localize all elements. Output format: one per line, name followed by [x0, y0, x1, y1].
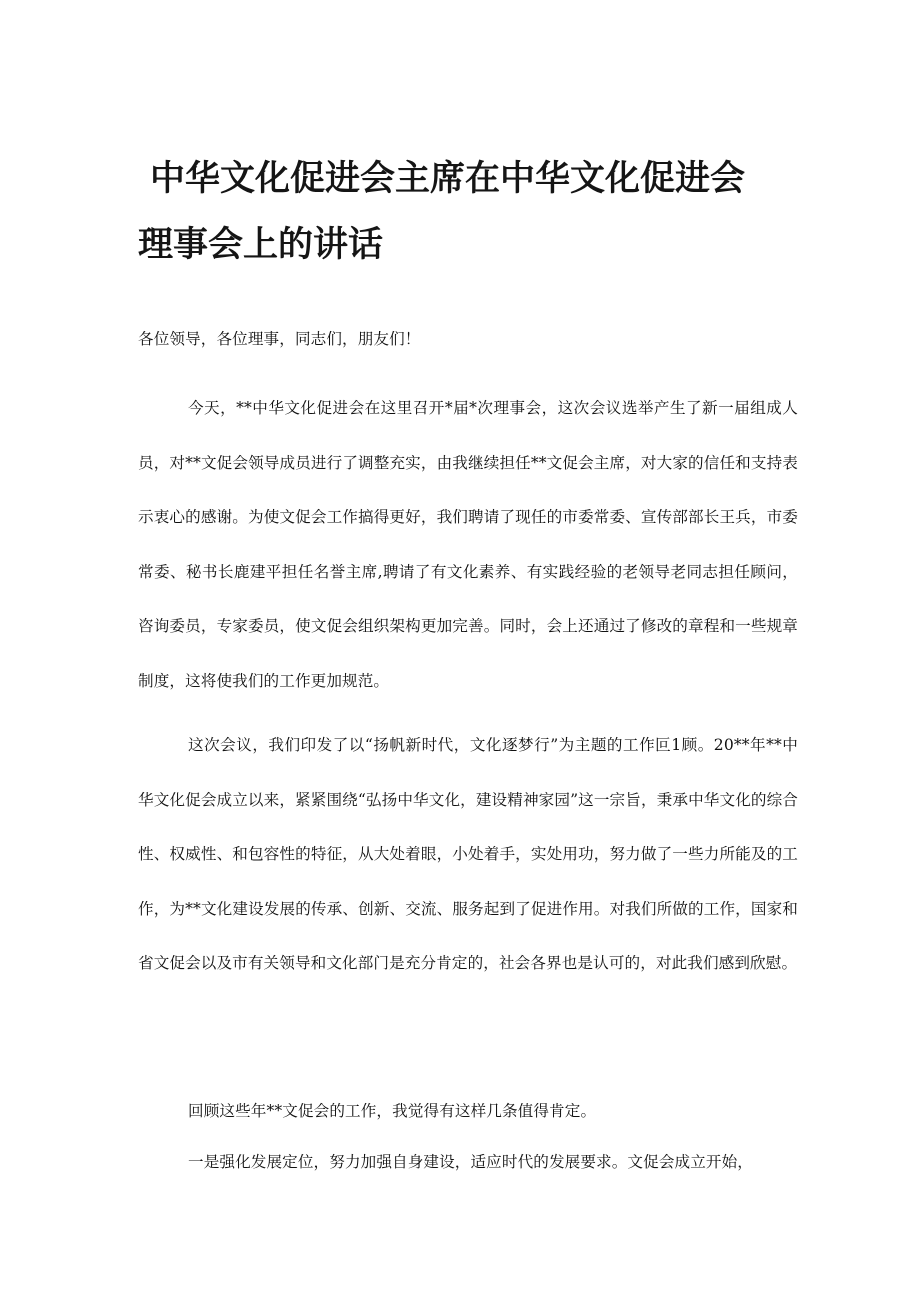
greeting-paragraph: 各位领导，各位理事，同志们，朋友们！: [138, 330, 421, 348]
body-paragraph-3: 回顾这些年**文促会的工作，我觉得有这样几条值得肯定。: [188, 1102, 597, 1120]
body-paragraph-1: 今天，**中华文化促进会在这里召开*届*次理事会，这次会议选举产生了新一届组成人员，对**文促会领导成员进行了调整充实，由我继续担任**文促会主席，对大家的信任和支持表示衷心的感谢。为使文促会工作搞得更好，我们聘请了现任的市委常委、宣传部部长王兵，市委常委、秘书长鹿建平担任名誉主席,聘请了有文化素养、有实践经验的老领导老同志担任顾问，咨询委员，专家委员，使文促会组织架构更加完善。同时，会上还通过了修改的章程和一些规章制度，这将使我们的工作更加规范。: [138, 399, 798, 690]
document-title: [138, 146, 798, 278]
title-line-1: 中华文化促进会主席在中华文化促进会: [150, 159, 746, 199]
body-paragraph-4: 一是强化发展定位，努力加强自身建设，适应时代的发展要求。文促会成立开始，: [188, 1153, 753, 1171]
title-line-2: 理事会上的讲话: [138, 225, 384, 265]
body-paragraph-2: 这次会议，我们印发了以“扬帆新时代，文化逐梦行”为主题的工作叵1顾。20**年**中华文化促会成立以来，紧紧围绕“弘扬中华文化，建设精神家园”这一宗旨，秉承中华文化的综合性、权威性、和包容性的特征，从大处着眼，小处着手，实处用功，努力做了一些力所能及的工作，为**文化建设发展的传承、创新、交流、服务起到了促进作用。对我们所做的工作，国家和省文促会以及市有关领导和文化部门是充分肯定的，社会各界也是认可的，对此我们感到欣慰。: [138, 736, 798, 972]
